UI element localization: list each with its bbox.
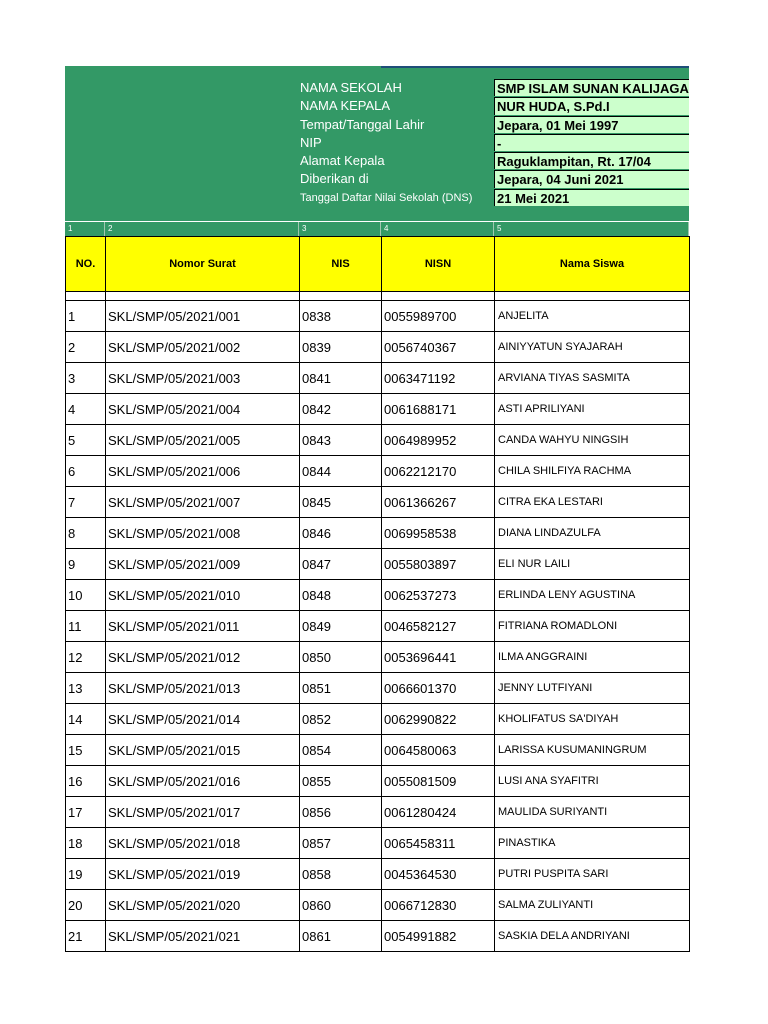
cell-student-name[interactable]: ANJELITA bbox=[495, 301, 690, 332]
cell-nisn[interactable]: 0061280424 bbox=[382, 797, 495, 828]
cell-student-name[interactable]: FITRIANA ROMADLONI bbox=[495, 611, 690, 642]
table-row bbox=[66, 704, 690, 735]
cell-no[interactable]: 15 bbox=[66, 735, 106, 766]
cell-letter-number[interactable]: SKL/SMP/05/2021/010 bbox=[106, 580, 300, 611]
cell-no[interactable]: 12 bbox=[66, 642, 106, 673]
cell-letter-number[interactable]: SKL/SMP/05/2021/004 bbox=[106, 394, 300, 425]
table-row bbox=[66, 394, 690, 425]
cell-student-name[interactable]: JENNY LUTFIYANI bbox=[495, 673, 690, 704]
info-values bbox=[494, 79, 689, 207]
header-no[interactable]: NO. bbox=[66, 237, 106, 292]
cell-nis[interactable]: 0857 bbox=[300, 828, 382, 859]
header-letter-number[interactable]: Nomor Surat bbox=[106, 237, 300, 292]
cell-letter-number[interactable]: SKL/SMP/05/2021/012 bbox=[106, 642, 300, 673]
cell-nisn[interactable]: 0054991882 bbox=[382, 921, 495, 952]
value-school-name[interactable]: SMP ISLAM SUNAN KALIJAGA bbox=[494, 79, 689, 96]
header-nisn[interactable]: NISN bbox=[382, 237, 495, 292]
column-number: 2 bbox=[105, 222, 299, 236]
cell-no[interactable]: 5 bbox=[66, 425, 106, 456]
table-row bbox=[66, 332, 690, 363]
label-nip: NIP bbox=[300, 134, 322, 150]
table-row bbox=[66, 859, 690, 890]
cell-nis[interactable]: 0860 bbox=[300, 890, 382, 921]
cell-letter-number[interactable]: SKL/SMP/05/2021/007 bbox=[106, 487, 300, 518]
spreadsheet bbox=[65, 66, 689, 952]
cell-nis[interactable]: 0841 bbox=[300, 363, 382, 394]
cell-nisn[interactable]: 0063471192 bbox=[382, 363, 495, 394]
cell-nis[interactable]: 0855 bbox=[300, 766, 382, 797]
cell-no[interactable]: 14 bbox=[66, 704, 106, 735]
cell-no[interactable]: 18 bbox=[66, 828, 106, 859]
info-labels bbox=[300, 79, 472, 207]
cell-nis[interactable]: 0858 bbox=[300, 859, 382, 890]
value-principal-address[interactable]: Raguklampitan, Rt. 17/04 bbox=[494, 152, 689, 169]
cell-no[interactable]: 17 bbox=[66, 797, 106, 828]
cell-nisn[interactable]: 0069958538 bbox=[382, 518, 495, 549]
cell-no[interactable]: 19 bbox=[66, 859, 106, 890]
cell-nisn[interactable]: 0062212170 bbox=[382, 456, 495, 487]
table-header-row bbox=[66, 237, 690, 292]
table-row bbox=[66, 425, 690, 456]
cell-letter-number[interactable]: SKL/SMP/05/2021/002 bbox=[106, 332, 300, 363]
cell-nisn[interactable]: 0055989700 bbox=[382, 301, 495, 332]
table-row bbox=[66, 735, 690, 766]
cell-student-name[interactable]: AINIYYATUN SYAJARAH bbox=[495, 332, 690, 363]
cell-no[interactable]: 4 bbox=[66, 394, 106, 425]
column-number: 1 bbox=[65, 222, 105, 236]
table-row bbox=[66, 766, 690, 797]
table-row bbox=[66, 921, 690, 952]
cell-letter-number[interactable]: SKL/SMP/05/2021/018 bbox=[106, 828, 300, 859]
value-principal-name[interactable]: NUR HUDA, S.Pd.I bbox=[494, 97, 689, 114]
cell-nisn[interactable]: 0064580063 bbox=[382, 735, 495, 766]
spacer-cell bbox=[300, 292, 382, 301]
cell-letter-number[interactable]: SKL/SMP/05/2021/014 bbox=[106, 704, 300, 735]
cell-nis[interactable]: 0844 bbox=[300, 456, 382, 487]
cell-no[interactable]: 11 bbox=[66, 611, 106, 642]
table-row bbox=[66, 518, 690, 549]
value-dns-date[interactable]: 21 Mei 2021 bbox=[494, 189, 689, 206]
spacer-cell bbox=[495, 292, 690, 301]
cell-letter-number[interactable]: SKL/SMP/05/2021/011 bbox=[106, 611, 300, 642]
table-row bbox=[66, 642, 690, 673]
cell-no[interactable]: 3 bbox=[66, 363, 106, 394]
cell-letter-number[interactable]: SKL/SMP/05/2021/003 bbox=[106, 363, 300, 394]
cell-letter-number[interactable]: SKL/SMP/05/2021/017 bbox=[106, 797, 300, 828]
cell-letter-number[interactable]: SKL/SMP/05/2021/015 bbox=[106, 735, 300, 766]
cell-nisn[interactable]: 0056740367 bbox=[382, 332, 495, 363]
cell-no[interactable]: 7 bbox=[66, 487, 106, 518]
cell-student-name[interactable]: LARISSA KUSUMANINGRUM bbox=[495, 735, 690, 766]
cell-letter-number[interactable]: SKL/SMP/05/2021/008 bbox=[106, 518, 300, 549]
header-nis[interactable]: NIS bbox=[300, 237, 382, 292]
cell-nis[interactable]: 0851 bbox=[300, 673, 382, 704]
label-principal-address: Alamat Kepala bbox=[300, 153, 385, 169]
school-info-block bbox=[65, 66, 689, 221]
cell-no[interactable]: 21 bbox=[66, 921, 106, 952]
cell-nis[interactable]: 0852 bbox=[300, 704, 382, 735]
cell-no[interactable]: 6 bbox=[66, 456, 106, 487]
table-row bbox=[66, 828, 690, 859]
cell-nis[interactable]: 0842 bbox=[300, 394, 382, 425]
cell-student-name[interactable]: PINASTIKA bbox=[495, 828, 690, 859]
cell-nisn[interactable]: 0062990822 bbox=[382, 704, 495, 735]
cell-letter-number[interactable]: SKL/SMP/05/2021/001 bbox=[106, 301, 300, 332]
cell-nis[interactable]: 0861 bbox=[300, 921, 382, 952]
cell-no[interactable]: 1 bbox=[66, 301, 106, 332]
cell-student-name[interactable]: MAULIDA SURIYANTI bbox=[495, 797, 690, 828]
column-number: 5 bbox=[494, 222, 689, 236]
cell-student-name[interactable]: DIANA LINDAZULFA bbox=[495, 518, 690, 549]
spacer-cell bbox=[106, 292, 300, 301]
student-table bbox=[65, 236, 690, 952]
cell-no[interactable]: 16 bbox=[66, 766, 106, 797]
cell-student-name[interactable]: LUSI ANA SYAFITRI bbox=[495, 766, 690, 797]
cell-nisn[interactable]: 0066601370 bbox=[382, 673, 495, 704]
cell-letter-number[interactable]: SKL/SMP/05/2021/009 bbox=[106, 549, 300, 580]
cell-student-name[interactable]: CANDA WAHYU NINGSIH bbox=[495, 425, 690, 456]
cell-letter-number[interactable]: SKL/SMP/05/2021/013 bbox=[106, 673, 300, 704]
top-border-line bbox=[381, 66, 689, 68]
cell-nisn[interactable]: 0064989952 bbox=[382, 425, 495, 456]
label-principal-name: NAMA KEPALA bbox=[300, 98, 391, 114]
cell-student-name[interactable]: CHILA SHILFIYA RACHMA bbox=[495, 456, 690, 487]
cell-nis[interactable]: 0849 bbox=[300, 611, 382, 642]
cell-nisn[interactable]: 0053696441 bbox=[382, 642, 495, 673]
label-dns-date: Tanggal Daftar Nilai Sekolah (DNS) bbox=[300, 191, 473, 204]
cell-nisn[interactable]: 0062537273 bbox=[382, 580, 495, 611]
table-row bbox=[66, 890, 690, 921]
cell-nis[interactable]: 0850 bbox=[300, 642, 382, 673]
cell-nis[interactable]: 0838 bbox=[300, 301, 382, 332]
table-body bbox=[66, 292, 690, 952]
cell-student-name[interactable]: ELI NUR LAILI bbox=[495, 549, 690, 580]
cell-letter-number[interactable]: SKL/SMP/05/2021/006 bbox=[106, 456, 300, 487]
cell-nis[interactable]: 0839 bbox=[300, 332, 382, 363]
label-issued-at: Diberikan di bbox=[300, 171, 369, 187]
cell-nis[interactable]: 0843 bbox=[300, 425, 382, 456]
table-row bbox=[66, 487, 690, 518]
cell-student-name[interactable]: PUTRI PUSPITA SARI bbox=[495, 859, 690, 890]
cell-nisn[interactable]: 0061688171 bbox=[382, 394, 495, 425]
cell-no[interactable]: 9 bbox=[66, 549, 106, 580]
cell-nis[interactable]: 0847 bbox=[300, 549, 382, 580]
cell-student-name[interactable]: ARVIANA TIYAS SASMITA bbox=[495, 363, 690, 394]
cell-letter-number[interactable]: SKL/SMP/05/2021/016 bbox=[106, 766, 300, 797]
cell-no[interactable]: 13 bbox=[66, 673, 106, 704]
cell-letter-number[interactable]: SKL/SMP/05/2021/020 bbox=[106, 890, 300, 921]
table-row bbox=[66, 580, 690, 611]
value-nip[interactable]: - bbox=[494, 134, 689, 151]
cell-student-name[interactable]: CITRA EKA LESTARI bbox=[495, 487, 690, 518]
cell-nis[interactable]: 0854 bbox=[300, 735, 382, 766]
cell-letter-number[interactable]: SKL/SMP/05/2021/021 bbox=[106, 921, 300, 952]
cell-no[interactable]: 8 bbox=[66, 518, 106, 549]
table-row bbox=[66, 797, 690, 828]
cell-no[interactable]: 10 bbox=[66, 580, 106, 611]
column-number-strip bbox=[65, 221, 689, 236]
column-number: 4 bbox=[381, 222, 494, 236]
cell-nis[interactable]: 0848 bbox=[300, 580, 382, 611]
cell-student-name[interactable]: SASKIA DELA ANDRIYANI bbox=[495, 921, 690, 952]
cell-nisn[interactable]: 0065458311 bbox=[382, 828, 495, 859]
cell-nisn[interactable]: 0055081509 bbox=[382, 766, 495, 797]
table-row bbox=[66, 456, 690, 487]
label-birth-place-date: Tempat/Tanggal Lahir bbox=[300, 116, 425, 132]
spacer-row bbox=[66, 292, 690, 301]
cell-nisn[interactable]: 0066712830 bbox=[382, 890, 495, 921]
cell-nisn[interactable]: 0045364530 bbox=[382, 859, 495, 890]
cell-student-name[interactable]: ILMA ANGGRAINI bbox=[495, 642, 690, 673]
cell-student-name[interactable]: KHOLIFATUS SA'DIYAH bbox=[495, 704, 690, 735]
cell-letter-number[interactable]: SKL/SMP/05/2021/019 bbox=[106, 859, 300, 890]
label-school-name: NAMA SEKOLAH bbox=[300, 80, 402, 95]
cell-no[interactable]: 20 bbox=[66, 890, 106, 921]
cell-no[interactable]: 2 bbox=[66, 332, 106, 363]
cell-nisn[interactable]: 0061366267 bbox=[382, 487, 495, 518]
value-birth-place-date[interactable]: Jepara, 01 Mei 1997 bbox=[494, 116, 689, 133]
cell-student-name[interactable]: ERLINDA LENY AGUSTINA bbox=[495, 580, 690, 611]
table-row bbox=[66, 301, 690, 332]
spacer-cell bbox=[382, 292, 495, 301]
cell-letter-number[interactable]: SKL/SMP/05/2021/005 bbox=[106, 425, 300, 456]
table-row bbox=[66, 611, 690, 642]
cell-student-name[interactable]: ASTI APRILIYANI bbox=[495, 394, 690, 425]
table-row bbox=[66, 549, 690, 580]
table-row bbox=[66, 673, 690, 704]
cell-nis[interactable]: 0846 bbox=[300, 518, 382, 549]
value-issued-at[interactable]: Jepara, 04 Juni 2021 bbox=[494, 170, 689, 187]
cell-nis[interactable]: 0856 bbox=[300, 797, 382, 828]
table-row bbox=[66, 363, 690, 394]
cell-student-name[interactable]: SALMA ZULIYANTI bbox=[495, 890, 690, 921]
header-student-name[interactable]: Nama Siswa bbox=[495, 237, 690, 292]
column-number: 3 bbox=[299, 222, 381, 236]
spacer-cell bbox=[66, 292, 106, 301]
cell-nisn[interactable]: 0055803897 bbox=[382, 549, 495, 580]
cell-nis[interactable]: 0845 bbox=[300, 487, 382, 518]
cell-nisn[interactable]: 0046582127 bbox=[382, 611, 495, 642]
